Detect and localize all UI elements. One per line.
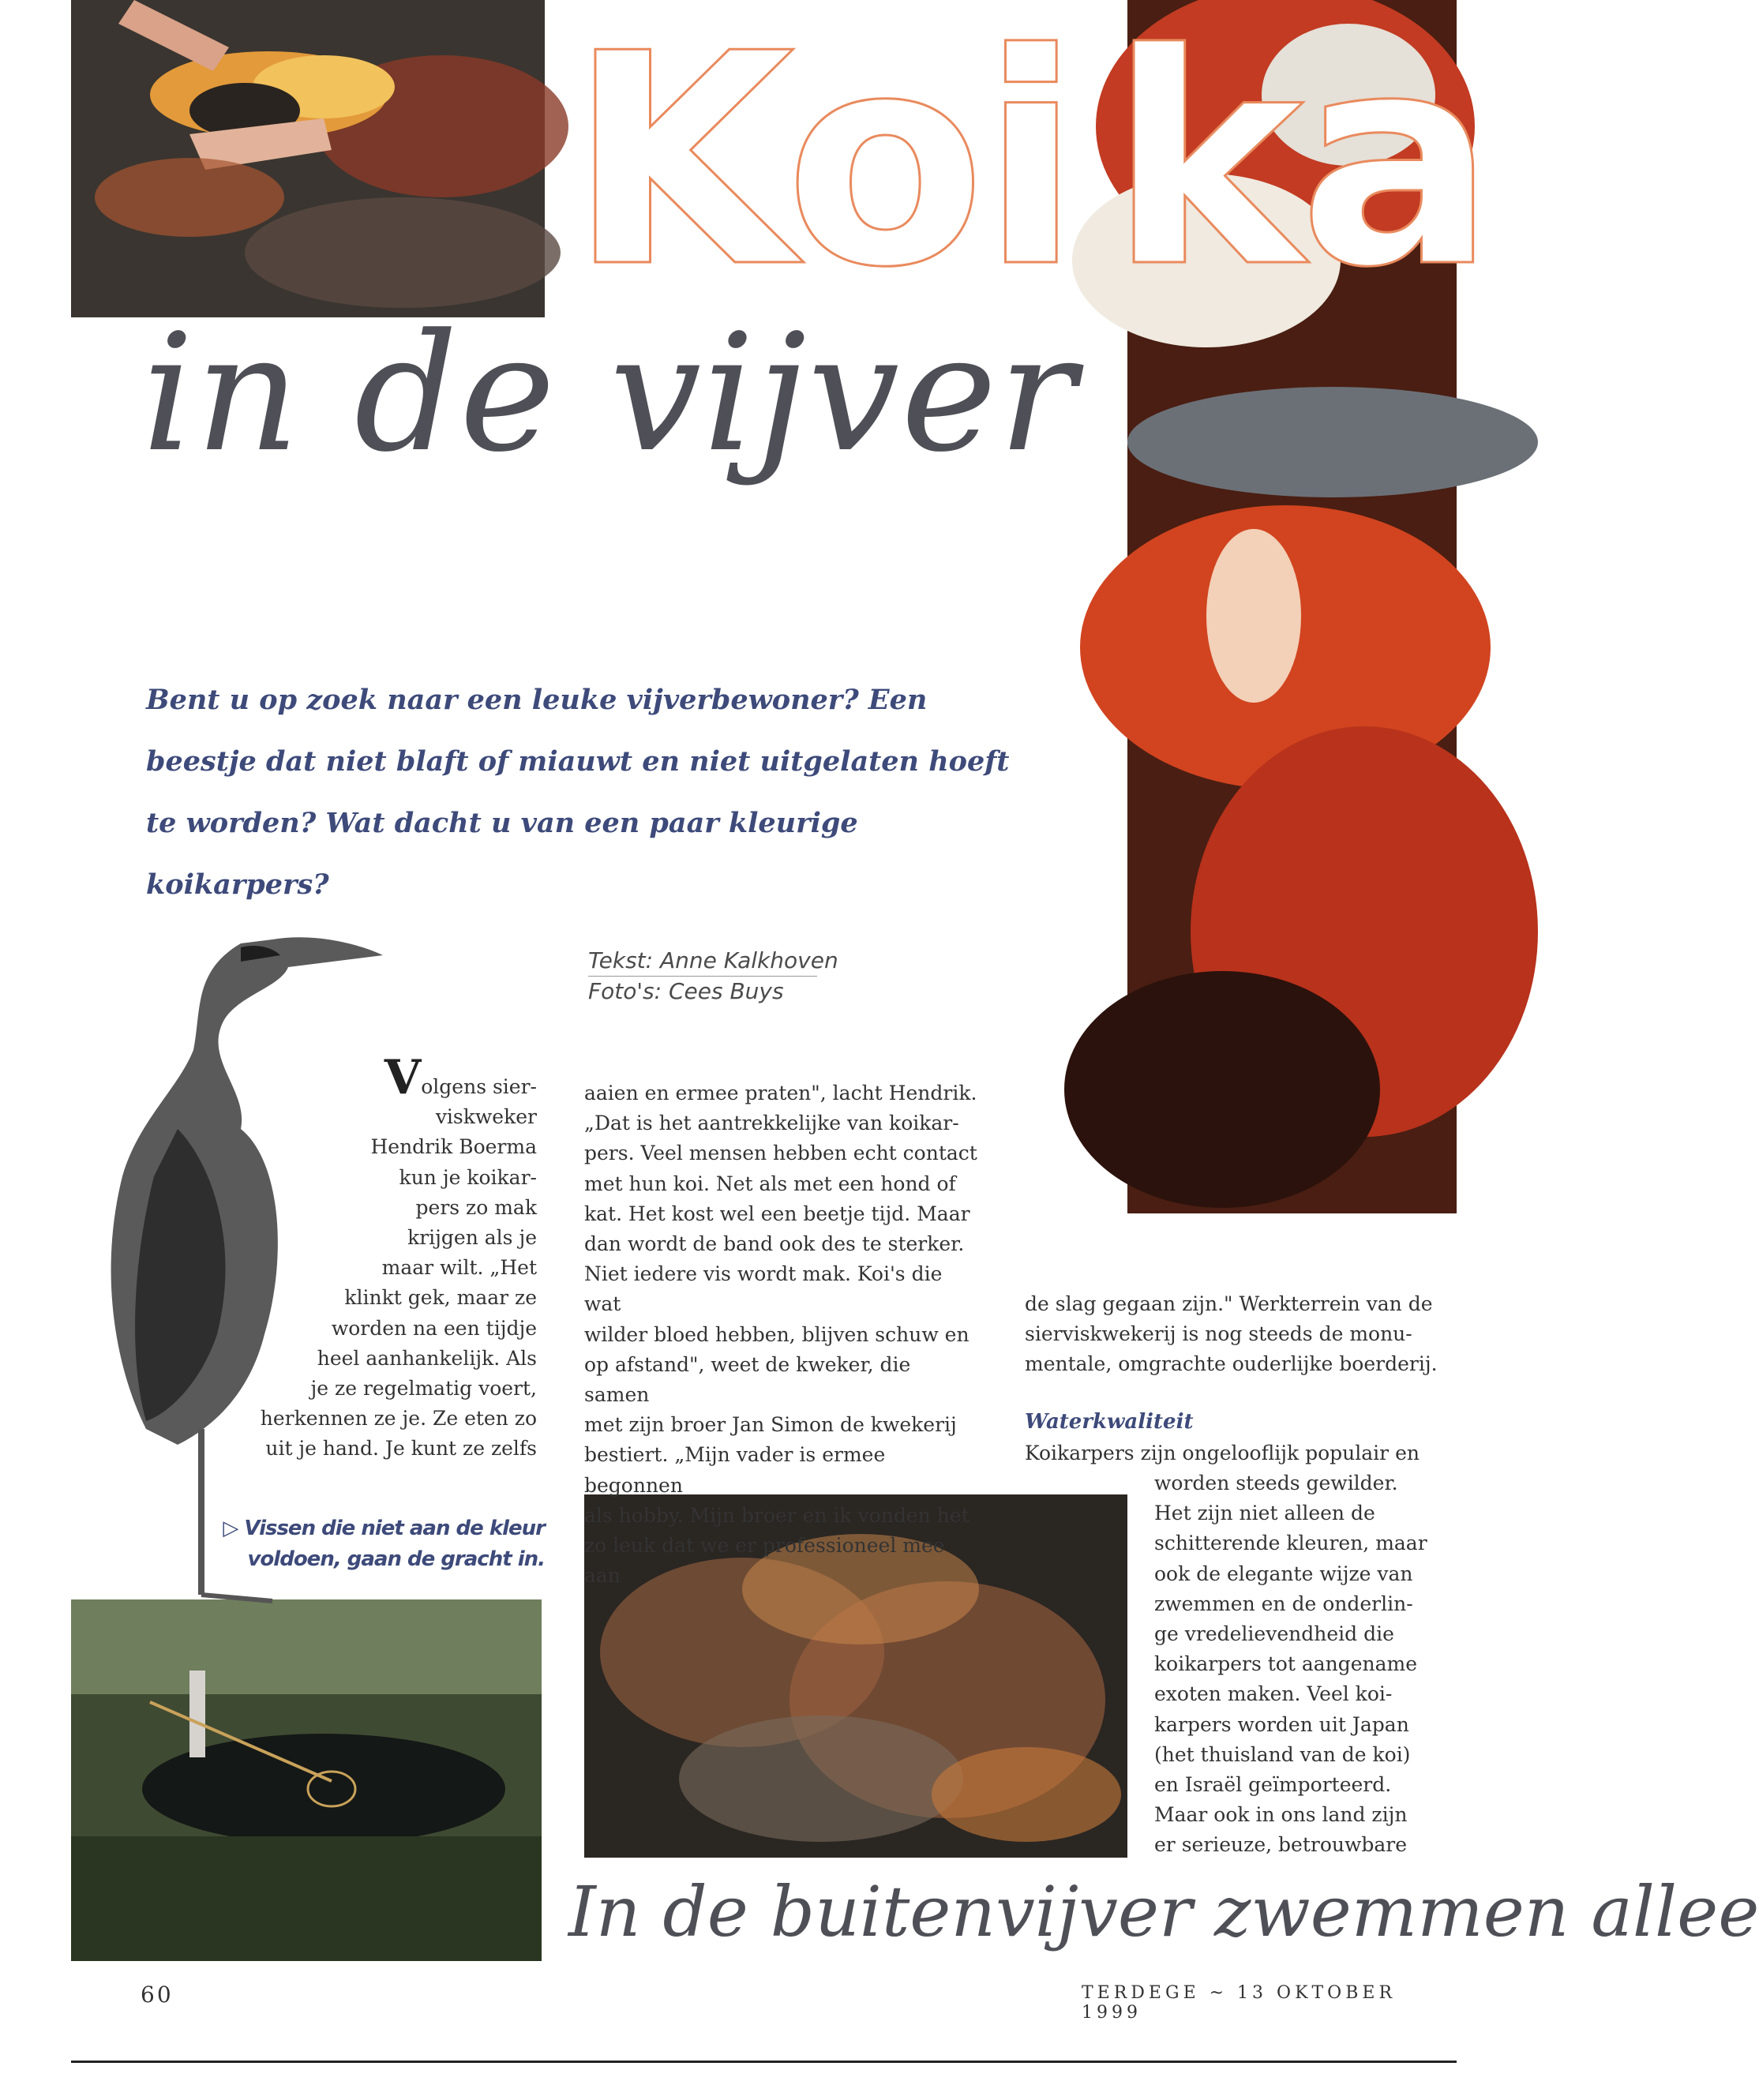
title-ka: ka xyxy=(1109,0,1491,332)
col3-line: exoten maken. Veel koi- xyxy=(1154,1682,1393,1706)
col1-line: klinkt gek, maar ze xyxy=(344,1286,537,1310)
col2-line: pers. Veel mensen hebben echt contact xyxy=(584,1142,977,1165)
col1-line: uit je hand. Je kunt ze zelfs xyxy=(265,1437,537,1461)
pull-quote: In de buitenvijver zwemmen allee xyxy=(568,1871,1759,1952)
col3-line: karpers worden uit Japan xyxy=(1154,1712,1409,1736)
col3-line: mentale, omgrachte ouderlijke boerderij. xyxy=(1025,1352,1438,1376)
publication-line: TERDEGE ~ 13 OKTOBER 1999 xyxy=(1082,1983,1397,2023)
credits xyxy=(588,946,838,1007)
col1-line: herkennen ze je. Ze eten zo xyxy=(260,1407,537,1431)
col1-line: viskweker xyxy=(435,1105,537,1129)
col3-line: Maar ook in ons land zijn xyxy=(1154,1803,1408,1827)
col1-line: Hendrik Boerma xyxy=(370,1135,537,1159)
col1-line: worden na een tijdje xyxy=(331,1316,537,1340)
col2-line: „Dat is het aantrekkelijke van koikar- xyxy=(584,1112,959,1135)
col2-line: bestiert. „Mijn vader is ermee begonnen xyxy=(584,1443,886,1497)
col2-line: wilder bloed hebben, blijven schuw en xyxy=(584,1322,970,1346)
title-koi: Koi xyxy=(568,0,1077,332)
col3-line: sierviskwekerij is nog steeds de monu- xyxy=(1025,1322,1412,1346)
col1-line: kun je koikar- xyxy=(399,1165,537,1189)
col3-line: Koikarpers zijn ongelooflijk populair en xyxy=(1025,1442,1420,1464)
body-column-3-full-line xyxy=(1025,1438,1443,1468)
col2-line: Niet iedere vis wordt mak. Koi's die wat xyxy=(584,1262,943,1316)
col2-line: met hun koi. Net als met een hond of xyxy=(584,1172,956,1195)
drop-cap: V xyxy=(384,1050,422,1105)
col2-line: op afstand", weet de kweker, die samen xyxy=(584,1352,911,1407)
col3-line: de slag gegaan zijn." Werkterrein van de xyxy=(1025,1292,1433,1315)
body-column-2 xyxy=(584,1078,979,1591)
body-column-3-narrow xyxy=(1154,1468,1454,1861)
credits-text: Tekst: Anne Kalkhoven xyxy=(588,947,838,973)
section-heading: Waterkwaliteit xyxy=(1025,1410,1194,1434)
body-column-3 xyxy=(1025,1289,1443,1380)
col2-line: zo leuk dat we er professioneel mee aan xyxy=(584,1534,945,1588)
page-number: 60 xyxy=(141,1982,174,2008)
intro-paragraph: Bent u op zoek naar een leuke vijverbewoner? Een beestje dat niet blaft of miauwt en niet uitgelaten hoeft te worden? Wat dacht u van een paar kleurige koikarpers? xyxy=(146,684,1010,901)
col1-line: je ze regelmatig voert, xyxy=(310,1377,537,1401)
bottom-rule xyxy=(71,2061,1457,2063)
col3-line: ge vredelievendheid die xyxy=(1154,1622,1394,1646)
photo-caption: ▷ Vissen die niet aan de kleur voldoen, gaan de gracht in. xyxy=(223,1517,545,1571)
col3-line: Het zijn niet alleen de xyxy=(1154,1502,1375,1525)
col2-line: als hobby. Mijn broer en ik vonden het xyxy=(584,1503,970,1527)
body-column-1 xyxy=(237,1050,537,1464)
col1-line-0: Volgens sier- xyxy=(384,1050,537,1105)
photo-pond-net xyxy=(71,1599,542,1961)
col3-line: en Israël geïmporteerd. xyxy=(1154,1773,1392,1797)
col2-line: met zijn broer Jan Simon de kwekerij xyxy=(584,1413,957,1437)
col2-line: aaien en ermee praten", lacht Hendrik. xyxy=(584,1082,977,1104)
col2-line: kat. Het kost wel een beetje tijd. Maar xyxy=(584,1202,970,1225)
col3-line: worden steeds gewilder. xyxy=(1154,1472,1398,1494)
col1-line: krijgen als je xyxy=(407,1226,537,1250)
col3-line: koikarpers tot aangename xyxy=(1154,1652,1418,1676)
col1-line: heel aanhankelijk. Als xyxy=(317,1346,537,1370)
title-script: in de vijver xyxy=(142,300,1078,488)
photo-koi-in-hands xyxy=(71,0,545,317)
col3-line: schitterende kleuren, maar xyxy=(1154,1532,1427,1555)
col1-line: maar wilt. „Het xyxy=(381,1256,537,1280)
col1-line: pers zo mak xyxy=(415,1195,537,1219)
credits-photos: Foto's: Cees Buys xyxy=(588,978,784,1004)
col3-line: er serieuze, betrouwbare xyxy=(1154,1833,1408,1857)
col2-line: dan wordt de band ook des te sterker. xyxy=(584,1232,965,1256)
col3-line: (het thuisland van de koi) xyxy=(1154,1742,1411,1766)
col3-line: ook de elegante wijze van xyxy=(1154,1562,1413,1585)
col3-line: zwemmen en de onderlin- xyxy=(1154,1592,1413,1615)
